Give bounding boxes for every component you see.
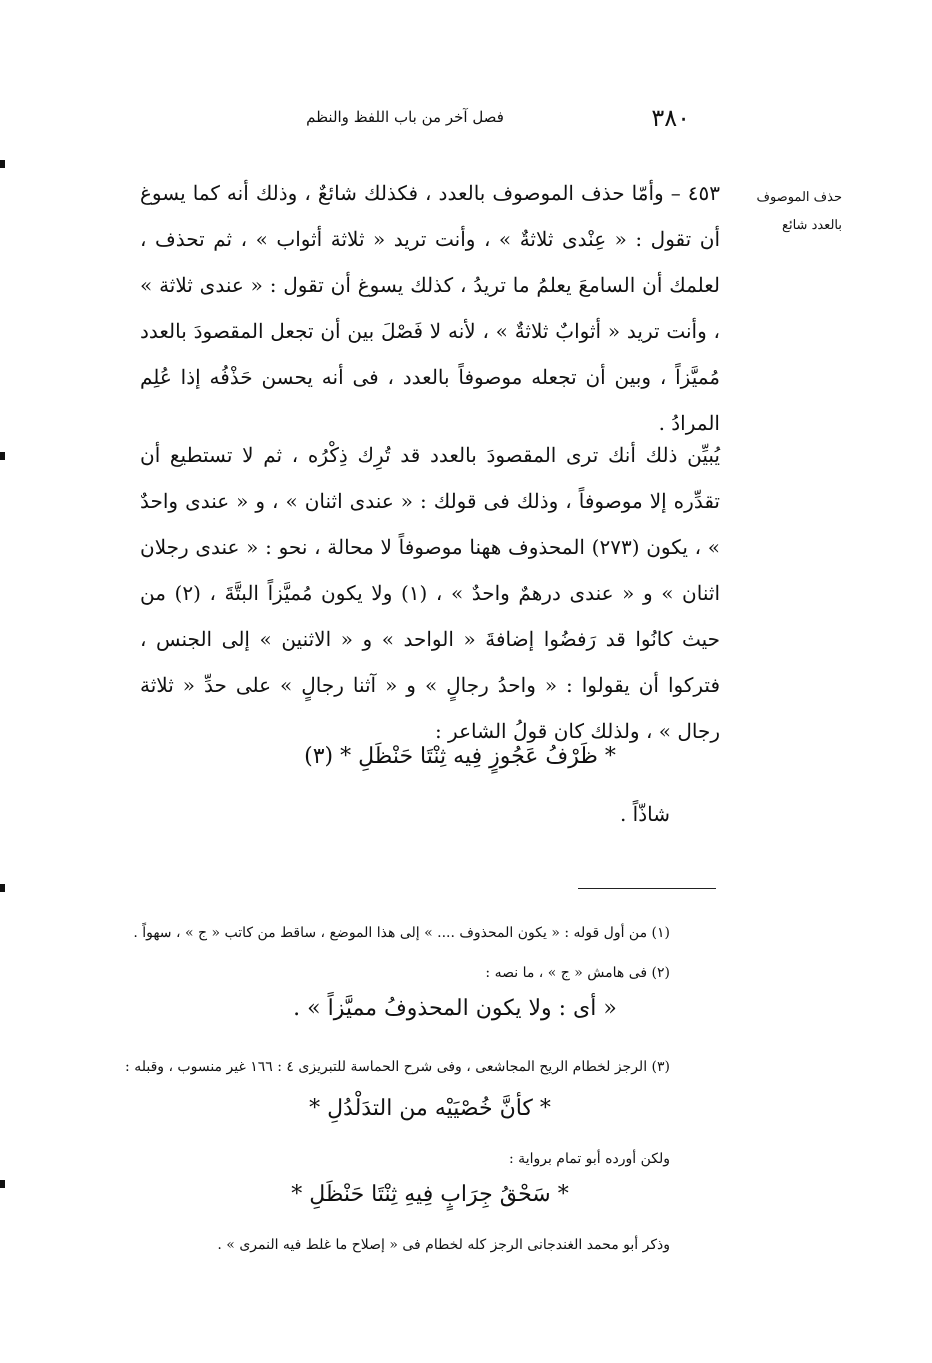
scan-edge-mark bbox=[0, 1180, 5, 1188]
footnote-1: (١) من أول قوله : « يكون المحذوف .... » إلى هذا الموضع ، ساقط من كاتب « ج » ، سهواً . bbox=[133, 925, 670, 941]
page-number: ٣٨٠ bbox=[651, 104, 690, 132]
footnote-3-verse-2: * سَحْقُ جِرَابٍ فِيهِ ثِنْتَا حَنْظَلِ * bbox=[291, 1182, 569, 1207]
scan-edge-mark bbox=[0, 884, 5, 892]
footnote-3-verse-1: * كأنَّ خُصْيَيْه من التدَلْدُلِ * bbox=[309, 1096, 551, 1121]
body-paragraph-2: يُبيِّن ذلك أنك ترى المقصودَ بالعدد قد تُرِك ذِكْرُه ، ثم لا تستطيع أن تقدِّره إلا موصوفاً ، وذلك فى قولك : « عندى اثنان » ، و « عندى واحدٌ » ، يكون (٢٧٣) المحذوف ههنا موصوفاً لا محالة ، نحو : « عندى رجلان اثنان » و « عندى درهمٌ واحدٌ » ، (١) ولا يكون مُميَّزاً البتَّةَ ، (٢) من حيث كانُوا قد رَفضُوا إضافةَ « الواحد » و « الاثنين » إلى الجنس ، فتركوا أن يقولوا : « واحدُ رجالٍ » و « آثنا رجالٍ » على حدِّ « ثلاثة رجال » ، ولذلك كان قولُ الشاعر : bbox=[140, 443, 721, 743]
footnote-3-note: ولكن أورده أبو تمام برواية : bbox=[509, 1151, 670, 1167]
running-title: فصل آخر من باب اللفظ والنظم bbox=[306, 108, 504, 126]
footnote-2-quote: « أى : ولا يكون المحذوفُ مميَّزاً » . bbox=[293, 996, 617, 1021]
margin-note-line2: بالعدد شائع bbox=[782, 218, 842, 233]
closing-word: شاذّاً . bbox=[619, 802, 670, 826]
footnote-separator bbox=[578, 888, 716, 889]
poem-verse: * ظَرْفُ عَجُوزٍ فِيه ثِنْتَا حَنْظَلِ * (٣) bbox=[304, 744, 616, 769]
footnote-3-last: وذكر أبو محمد الغندجانى الرجز كله لخطام فى « إصلاح ما غلط فيه النمرى » . bbox=[217, 1237, 670, 1253]
footnote-3: (٣) الرجز لخطام الريح المجاشعى ، وفى شرح الحماسة للتبريزى ٤ : ١٦٦ غير منسوب ، وقبله : bbox=[125, 1059, 670, 1075]
margin-note bbox=[752, 184, 842, 240]
margin-note-line1: حذف الموصوف bbox=[756, 190, 842, 205]
scan-edge-mark bbox=[0, 160, 5, 168]
body-paragraph-1: ٤٥٣ – وأمّا حذف الموصوف بالعدد ، فكذلك شائعٌ ، وذلك أنه كما يسوغ أن تقول : « عِنْدى ثلاثةٌ » ، وأنت تريد « ثلاثة أثواب » ، ثم تحذف ، لعلمك أن السامعَ يعلمُ ما تريدُ ، كذلك يسوغ أن تقول : « عندى ثلاثة » ، وأنت تريد « أثوابٌ ثلاثةٌ » ، لأنه لا فَصْلَ بين أن تجعل المقصودَ بالعدد مُميَّزاً ، وبين أن تجعله موصوفاً بالعدد ، فى أنه يحسن حَذْفُه إذا عُلِم المرادُ . bbox=[140, 181, 720, 435]
scan-edge-mark bbox=[0, 452, 5, 460]
footnote-2: (٢) فى هامش « ج » ، ما نصه : bbox=[485, 965, 670, 981]
